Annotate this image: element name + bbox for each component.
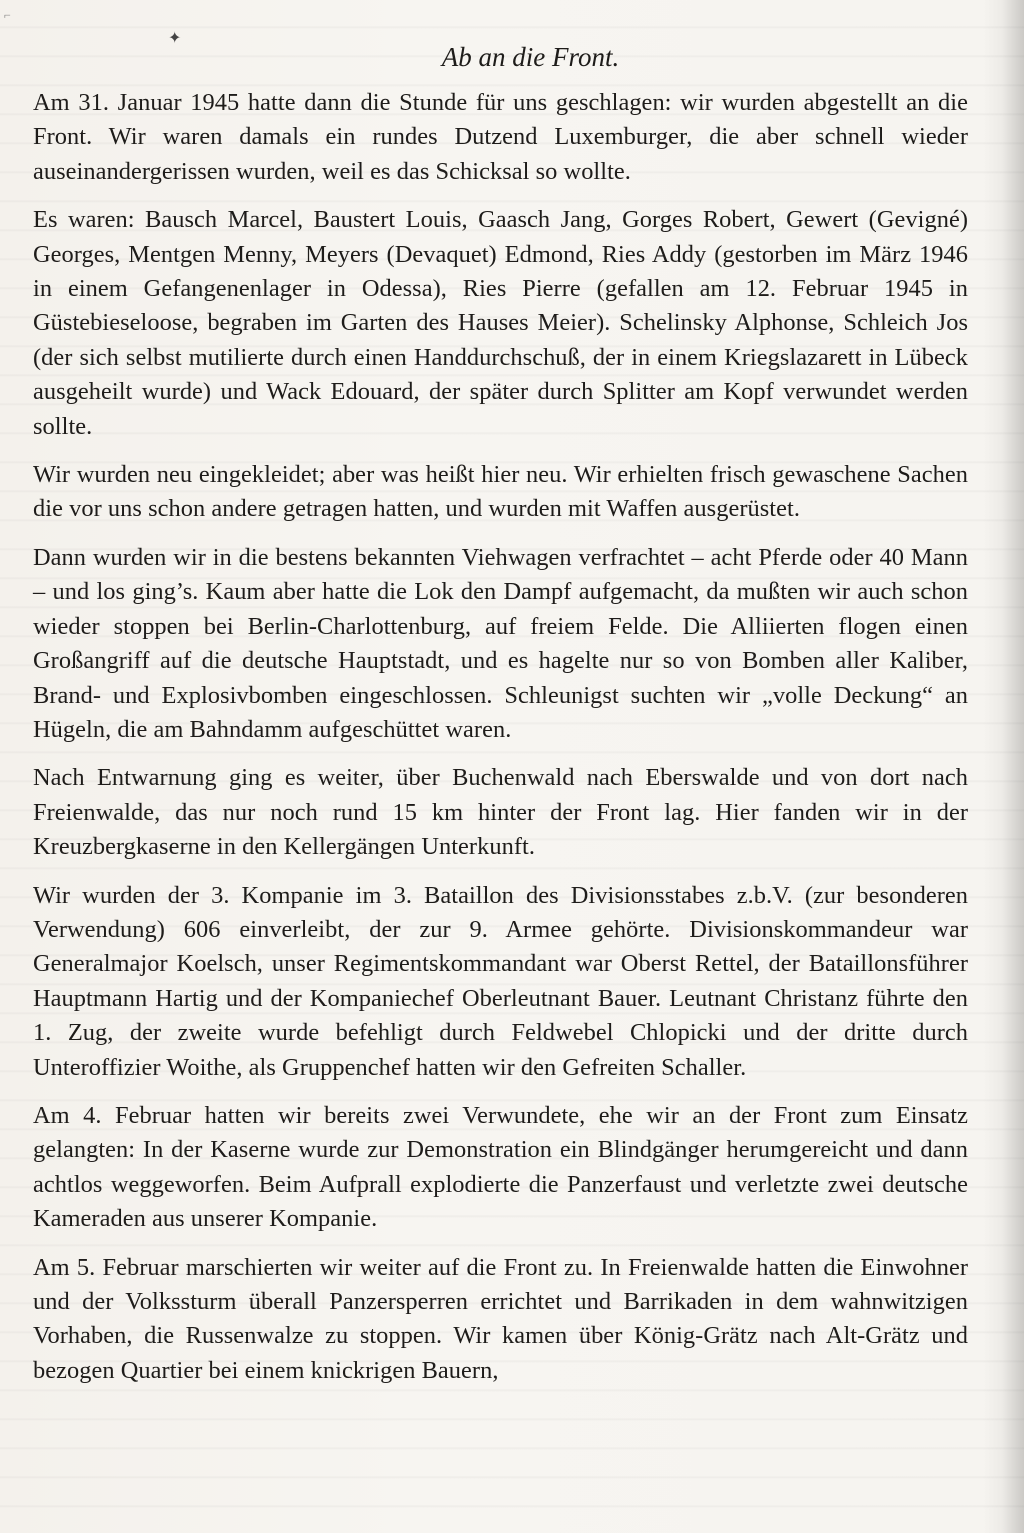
chapter-title: Ab an die Front. [441, 42, 620, 72]
paragraph-5: Nach Entwarnung ging es weiter, über Buchenwald nach Eberswalde und von dort nach Freienwalde, das nur noch rund 15 km hinter der Front lag. Hier fanden wir in der Kreuzbergkaserne in den Kellergängen Unterkunft. [33, 764, 968, 861]
paragraph-3: Wir wurden neu eingekleidet; aber was heißt hier neu. Wir erhielten frisch gewaschene Sachen die vor uns schon andere getragen hatten, und wurden mit Waffen ausgerüstet. [33, 461, 968, 523]
corner-pencil-mark: ⌐ [4, 8, 11, 22]
paragraph-1: Am 31. Januar 1945 hatte dann die Stunde für uns geschlagen: wir wurden abgestellt an die Front. Wir waren damals ein rundes Dutzend Luxemburger, die aber schnell wieder auseinandergerissen wurden, weil es das Schicksal so wollte. [33, 89, 968, 185]
ink-speck: ✦ [168, 30, 182, 47]
paragraph-6: Wir wurden der 3. Kompanie im 3. Bataillon des Divisionsstabes z.b.V. (zur besonderen Verwendung) 606 einverleibt, der zur 9. Armee gehörte. Divisionskommandeur war Generalmajor Koelsch, unser Regimentskommandant war Oberst Rettel, der Bataillonsführer Hauptmann Hartig und der Kompaniechef Oberleutnant Bauer. Leutnant Christanz führte den 1. Zug, der zweite wurde befehligt durch Feldwebel Chlopicki und der dritte durch Unteroffizier Woithe, als Gruppenchef hatten wir den Gefreiten Schaller. [33, 881, 968, 1081]
page-edge-shadow [1002, 0, 1024, 1533]
paragraph-4: Dann wurden wir in die bestens bekannten Viehwagen verfrachtet – acht Pferde oder 40 Mann – und los ging’s. Kaum aber hatte die Lok den Dampf aufgemacht, da mußten wir auch schon wieder stoppen bei Berlin-Charlottenburg, auf freiem Felde. Die Alliierten flogen einen Großangriff auf die deutsche Hauptstadt, und es hagelte nur so von Bomben aller Kaliber, Brand- und Explosivbomben eingeschlossen. Schleunigst suchten wir „volle Deckung“ an Hügeln, die am Bahndamm aufgeschüttet waren. [33, 543, 968, 743]
paragraph-8: Am 5. Februar marschierten wir weiter auf die Front zu. In Freienwalde hatten die Einwohner und der Volkssturm überall Panzersperren errichtet und Barrikaden in dem wahnwitzigen Vorhaben, die Russenwalze zu stoppen. Wir kamen über König-Grätz nach Alt-Grätz und bezogen Quartier bei einem knickrigen Bauern, [33, 1253, 968, 1384]
paragraph-2: Es waren: Bausch Marcel, Baustert Louis, Gaasch Jang, Gorges Robert, Gewert (Gevigné) Georges, Mentgen Menny, Meyers (Devaquet) Edmond, Ries Addy (gestorben im März 1946 in einem Gefangenenlager in Odessa), Ries Pierre (gefallen am 12. Februar 1945 in Güstebieseloose, begraben im Garten des Hauses Meier). Schelinsky Alphonse, Schleich Jos (der sich selbst mutilierte durch einen Handdurchschuß, der in einem Kriegslazarett in Lübeck ausgeheilt wurde) und Wack Edouard, der später durch Splitter am Kopf verwundet werden sollte. [33, 206, 968, 440]
document-page [33, 40, 968, 1402]
paragraph-7: Am 4. Februar hatten wir bereits zwei Verwundete, ehe wir an der Front zum Einsatz gelangten: In der Kaserne wurde zur Demonstration ein Blindgänger herumgereicht und dann achtlos weggeworfen. Beim Aufprall explodierte die Panzerfaust und verletzte zwei deutsche Kameraden aus unserer Kompanie. [33, 1101, 968, 1233]
